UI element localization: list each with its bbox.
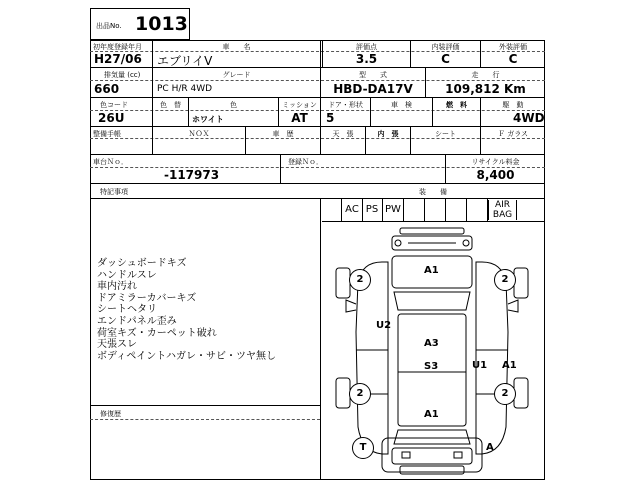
grade-label: グレード	[222, 71, 251, 79]
chassis-label: 車台Ｎｏ．	[93, 158, 128, 166]
equipment-ps: PS	[362, 199, 383, 221]
mission-label: ミッション	[282, 101, 317, 109]
year-label: 初年度登録年月	[93, 43, 142, 51]
displacement-value: 660	[94, 82, 120, 96]
remark-line: ボディペイントハガレ・サビ・ツヤ無し	[97, 350, 276, 362]
displacement-label: 排気量 (cc)	[104, 71, 141, 79]
mark-bottom: A	[486, 442, 494, 453]
drive-value: 4WD	[513, 111, 545, 125]
remarks-list	[97, 258, 276, 362]
color-label: 色	[230, 101, 237, 109]
repair-label: 修復歴	[100, 410, 121, 418]
history-label: 車 歴	[272, 130, 294, 138]
lot-label: 出品No.	[96, 22, 122, 30]
capacity-label: 車 検	[391, 101, 412, 109]
remarks-label: 特記事項	[100, 188, 128, 196]
glass-label: Ｆ ガラス	[497, 130, 528, 138]
reg-label: 登録Ｎｏ．	[288, 158, 323, 166]
score-value: 3.5	[355, 52, 378, 66]
car-name-value: エブリイV	[157, 54, 213, 68]
doors-label: ドア・形状	[328, 101, 363, 109]
remark-line: ハンドルスレ	[97, 269, 157, 281]
color-value: ホワイト	[192, 115, 224, 124]
mark-roof-rear: S3	[424, 361, 439, 372]
mark-hood: A1	[424, 265, 439, 276]
mark-front-left: 2	[349, 269, 371, 291]
remark-line: ダッシュボードキズ	[97, 258, 187, 269]
mission-value: AT	[291, 111, 308, 125]
lot-number: 1013	[135, 13, 188, 35]
remark-line: シートヘタリ	[97, 304, 157, 316]
score-label: 評価点	[356, 43, 377, 51]
year-value: H27/06	[94, 52, 142, 66]
chassis-value: -117973	[164, 168, 220, 182]
equipment-row	[322, 199, 545, 222]
doors-value: 5	[326, 111, 335, 125]
mark-rear-left: 2	[349, 383, 371, 405]
mileage-value: 109,812 Km	[445, 82, 526, 96]
recycle-label: リサイクル料金	[471, 158, 520, 166]
interior-score-value: C	[441, 52, 450, 66]
color-code-value: 26U	[98, 111, 125, 125]
remark-line: エンドパネル歪み	[97, 315, 177, 327]
equipment-slot	[467, 199, 488, 221]
mark-front-right: 2	[494, 269, 516, 291]
mark-right-side-a: A1	[502, 360, 517, 371]
remark-line: ドアミラーカバーキズ	[97, 292, 197, 304]
grade-value: PC H/R 4WD	[157, 84, 213, 94]
car-name-label: 車 名	[222, 43, 251, 51]
model-label: 型 式	[359, 71, 387, 79]
mark-right-side-u: U1	[472, 360, 488, 371]
remark-line: 天張スレ	[97, 339, 137, 351]
interior-score-label: 内装評価	[431, 43, 460, 51]
maintenance-label: 整備手帳	[93, 130, 121, 138]
remark-line: 車内汚れ	[97, 281, 137, 293]
equipment-slot	[425, 199, 446, 221]
recycle-value: 8,400	[476, 168, 515, 182]
color-code-label: 色コード	[100, 101, 128, 109]
equipment-pw: PW	[383, 199, 404, 221]
model-value: HBD-DA17V	[333, 82, 413, 96]
interior-lining-label: 内 張	[377, 130, 399, 138]
equipment-slot	[404, 199, 425, 221]
mileage-label: 走 行	[471, 71, 500, 79]
seat-label: シート	[435, 130, 456, 138]
exterior-score-value: C	[508, 52, 518, 66]
sunroof-label: 天 張	[332, 130, 354, 138]
mark-back: A1	[424, 409, 439, 420]
color-sys-label: 色 替	[160, 101, 181, 109]
equipment-ac: AC	[341, 199, 363, 221]
mark-rear-right: 2	[494, 383, 516, 405]
equipment-airbag: AIR BAG	[488, 200, 517, 220]
mark-tire: T	[352, 437, 374, 459]
exterior-score-label: 外装評価	[499, 43, 527, 51]
remark-line: 荷室キズ・カーペット破れ	[97, 327, 217, 339]
lot-box	[90, 8, 190, 40]
mark-left-side: U2	[376, 320, 392, 331]
fuel-label: 燃 料	[446, 101, 467, 109]
equipment-slot	[446, 199, 467, 221]
equipment-label: 装 備	[419, 188, 447, 196]
nox-label: ＮＯＸ	[188, 130, 210, 138]
drive-label: 駆 動	[502, 101, 524, 109]
mark-roof-front: A3	[424, 338, 439, 349]
